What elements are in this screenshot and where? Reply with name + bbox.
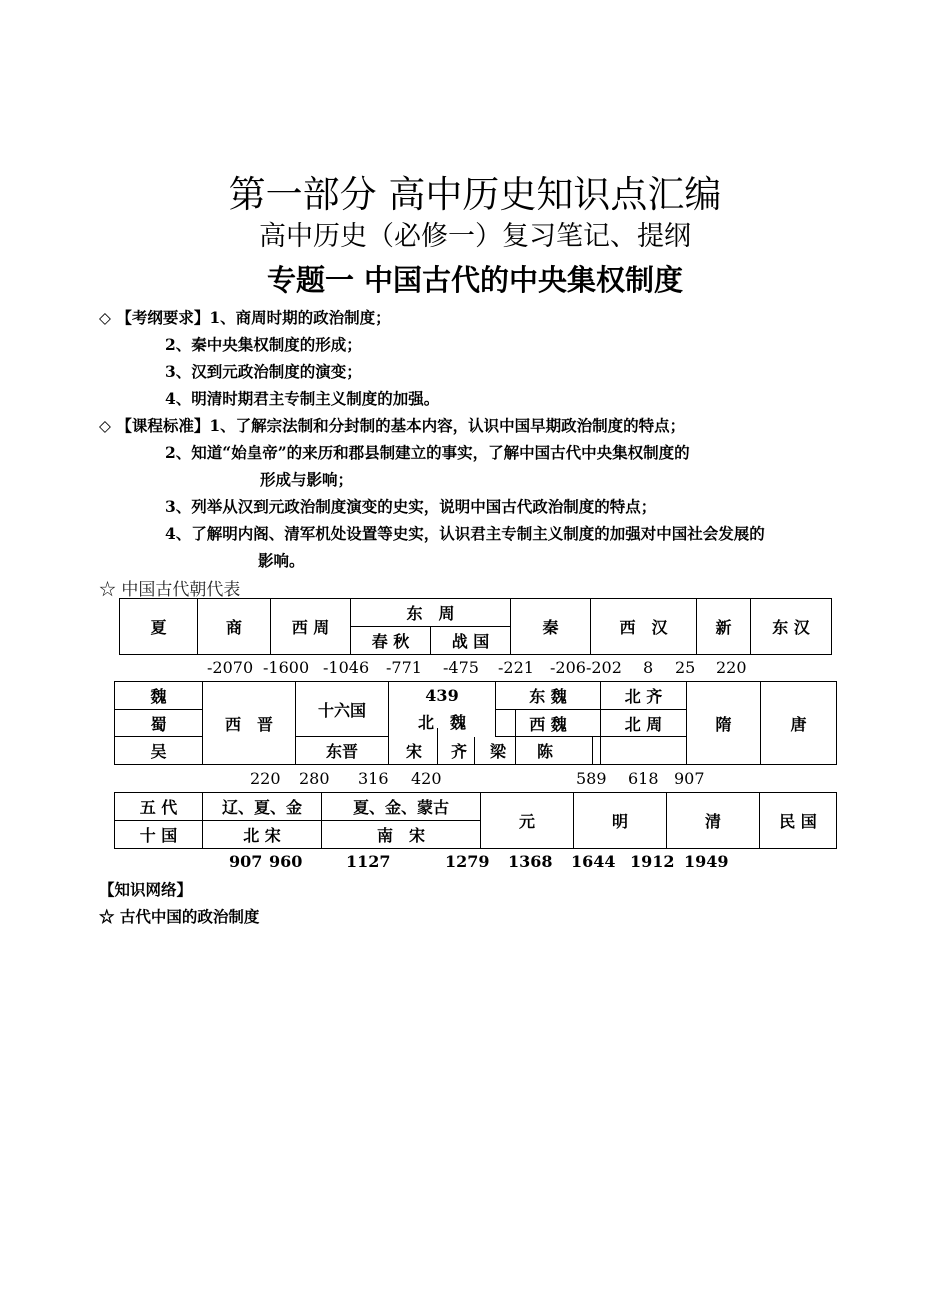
- year-label: 1912: [630, 852, 675, 871]
- standard-item: 1、了解宗法制和分封制的基本内容，认识中国早期政治制度的特点；: [209, 416, 686, 435]
- cell-donghan: 东 汉: [751, 599, 832, 655]
- cell-beizhou: 北 周: [601, 710, 687, 737]
- divider: [474, 737, 475, 764]
- year-label: 8: [643, 658, 654, 677]
- cell-dongzhou: 东 周: [351, 599, 511, 627]
- year-label: 420: [411, 769, 442, 788]
- year-label: 618: [628, 769, 659, 788]
- year-label: 316: [358, 769, 389, 788]
- standard-label: ◇ 【课程标准】: [99, 416, 210, 435]
- cell-xizhou: 西 周: [271, 599, 351, 655]
- year-label: 907: [674, 769, 705, 788]
- outline-item: 3、汉到元政治制度的演变；: [165, 362, 362, 381]
- label-qi: 齐: [450, 742, 467, 761]
- cell-empty: [601, 737, 687, 765]
- outline-label: ◇ 【考纲要求】: [99, 308, 210, 327]
- year-label: 1127: [346, 852, 391, 871]
- cell-liaoxiajin: 辽、夏、金: [203, 793, 322, 821]
- year-label: -1600: [263, 658, 310, 677]
- cell-xiwei: 西 魏: [496, 710, 601, 737]
- divider: [437, 728, 438, 764]
- year-label: -2070: [207, 658, 254, 677]
- cell-shang: 商: [198, 599, 271, 655]
- page-subtitle: 高中历史（必修一）复习笔记、提纲: [259, 221, 691, 252]
- cell-qing: 清: [667, 793, 760, 849]
- cell-beiqi: 北 齐: [601, 682, 687, 710]
- cell-zhanguo: 战 国: [431, 627, 511, 655]
- cell-wu: 吴: [115, 737, 203, 765]
- cell-xihan: 西 汉: [591, 599, 697, 655]
- outline-item: 1、商周时期的政治制度；: [209, 308, 391, 327]
- year-label: -475: [443, 658, 479, 677]
- cell-tang: 唐: [761, 682, 837, 765]
- cell-ming: 明: [574, 793, 667, 849]
- divider: [592, 737, 593, 764]
- outline-item: 2、秦中央集权制度的形成；: [165, 335, 362, 354]
- year-label: 1368: [508, 852, 553, 871]
- cell-dongjin: 东晋: [296, 737, 389, 765]
- standard-section: [99, 414, 685, 436]
- year-label: 1279: [445, 852, 490, 871]
- standard-item: 2、知道“始皇帝”的来历和郡县制建立的事实，了解中国古代中央集权制度的: [165, 443, 690, 462]
- label-chen: 陈: [536, 742, 553, 761]
- year-label: 220: [250, 769, 281, 788]
- standard-item: 影响。: [258, 551, 305, 570]
- year-label: 907: [229, 852, 263, 871]
- year-439: 439: [425, 686, 459, 705]
- knowledge-label: 【知识网络】: [99, 880, 193, 899]
- year-label: -771: [386, 658, 422, 677]
- cell-beiwei: [389, 682, 496, 737]
- cell-wei: 魏: [115, 682, 203, 710]
- year-label: -1046: [323, 658, 370, 677]
- topic-title: 专题一 中国古代的中央集权制度: [266, 263, 684, 297]
- cell-xia: 夏: [120, 599, 198, 655]
- cell-minguo: 民 国: [760, 793, 837, 849]
- dynasty-table-heading: ☆ 中国古代朝代表: [99, 580, 241, 600]
- dynasty-table-3: [114, 792, 837, 849]
- year-label: 589: [576, 769, 607, 788]
- standard-item: 3、列举从汉到元政治制度演变的史实，说明中国古代政治制度的特点；: [165, 497, 657, 516]
- standard-item: 4、了解明内阁、清军机处设置等史实，认识君主专制主义制度的加强对中国社会发展的: [165, 524, 765, 543]
- cell-south-dynasties: [389, 737, 601, 765]
- cell-sui: 隋: [687, 682, 761, 765]
- cell-chunqiu: 春 秋: [351, 627, 431, 655]
- year-label: 280: [299, 769, 330, 788]
- beiwei-label: 北 魏: [417, 713, 466, 732]
- cell-xiajinmenggu: 夏、金、蒙古: [322, 793, 481, 821]
- label-liang: 梁: [489, 742, 506, 761]
- cell-qin: 秦: [511, 599, 591, 655]
- cell-xijin: 西 晋: [203, 682, 296, 765]
- cell-yuan: 元: [481, 793, 574, 849]
- outline-item: 4、明清时期君主专制主义制度的加强。: [165, 389, 440, 408]
- cell-beisong: 北 宋: [203, 821, 322, 849]
- year-label: 220: [716, 658, 747, 677]
- divider: [515, 710, 516, 764]
- year-label: 1949: [684, 852, 729, 871]
- cell-shiguo: 十 国: [115, 821, 203, 849]
- label-song: 宋: [405, 742, 422, 761]
- year-label: 25: [675, 658, 696, 677]
- standard-item: 形成与影响；: [260, 470, 354, 489]
- year-label: -221: [498, 658, 534, 677]
- cell-shu: 蜀: [115, 710, 203, 737]
- year-label: 1644: [571, 852, 616, 871]
- page-title: 第一部分 高中历史知识点汇编: [228, 173, 722, 216]
- cell-nansong: 南 宋: [322, 821, 481, 849]
- dynasty-table-2: [114, 681, 837, 765]
- outline-section: [99, 306, 391, 328]
- cell-xin: 新: [697, 599, 751, 655]
- cell-shiliuguo: 十六国: [296, 682, 389, 737]
- dynasty-table-1: [119, 598, 832, 655]
- year-label: 960: [269, 852, 303, 871]
- cell-wudai: 五 代: [115, 793, 203, 821]
- year-label: -206-202: [550, 658, 622, 677]
- knowledge-item: ☆ 古代中国的政治制度: [99, 907, 260, 926]
- cell-dongwei: 东 魏: [496, 682, 601, 710]
